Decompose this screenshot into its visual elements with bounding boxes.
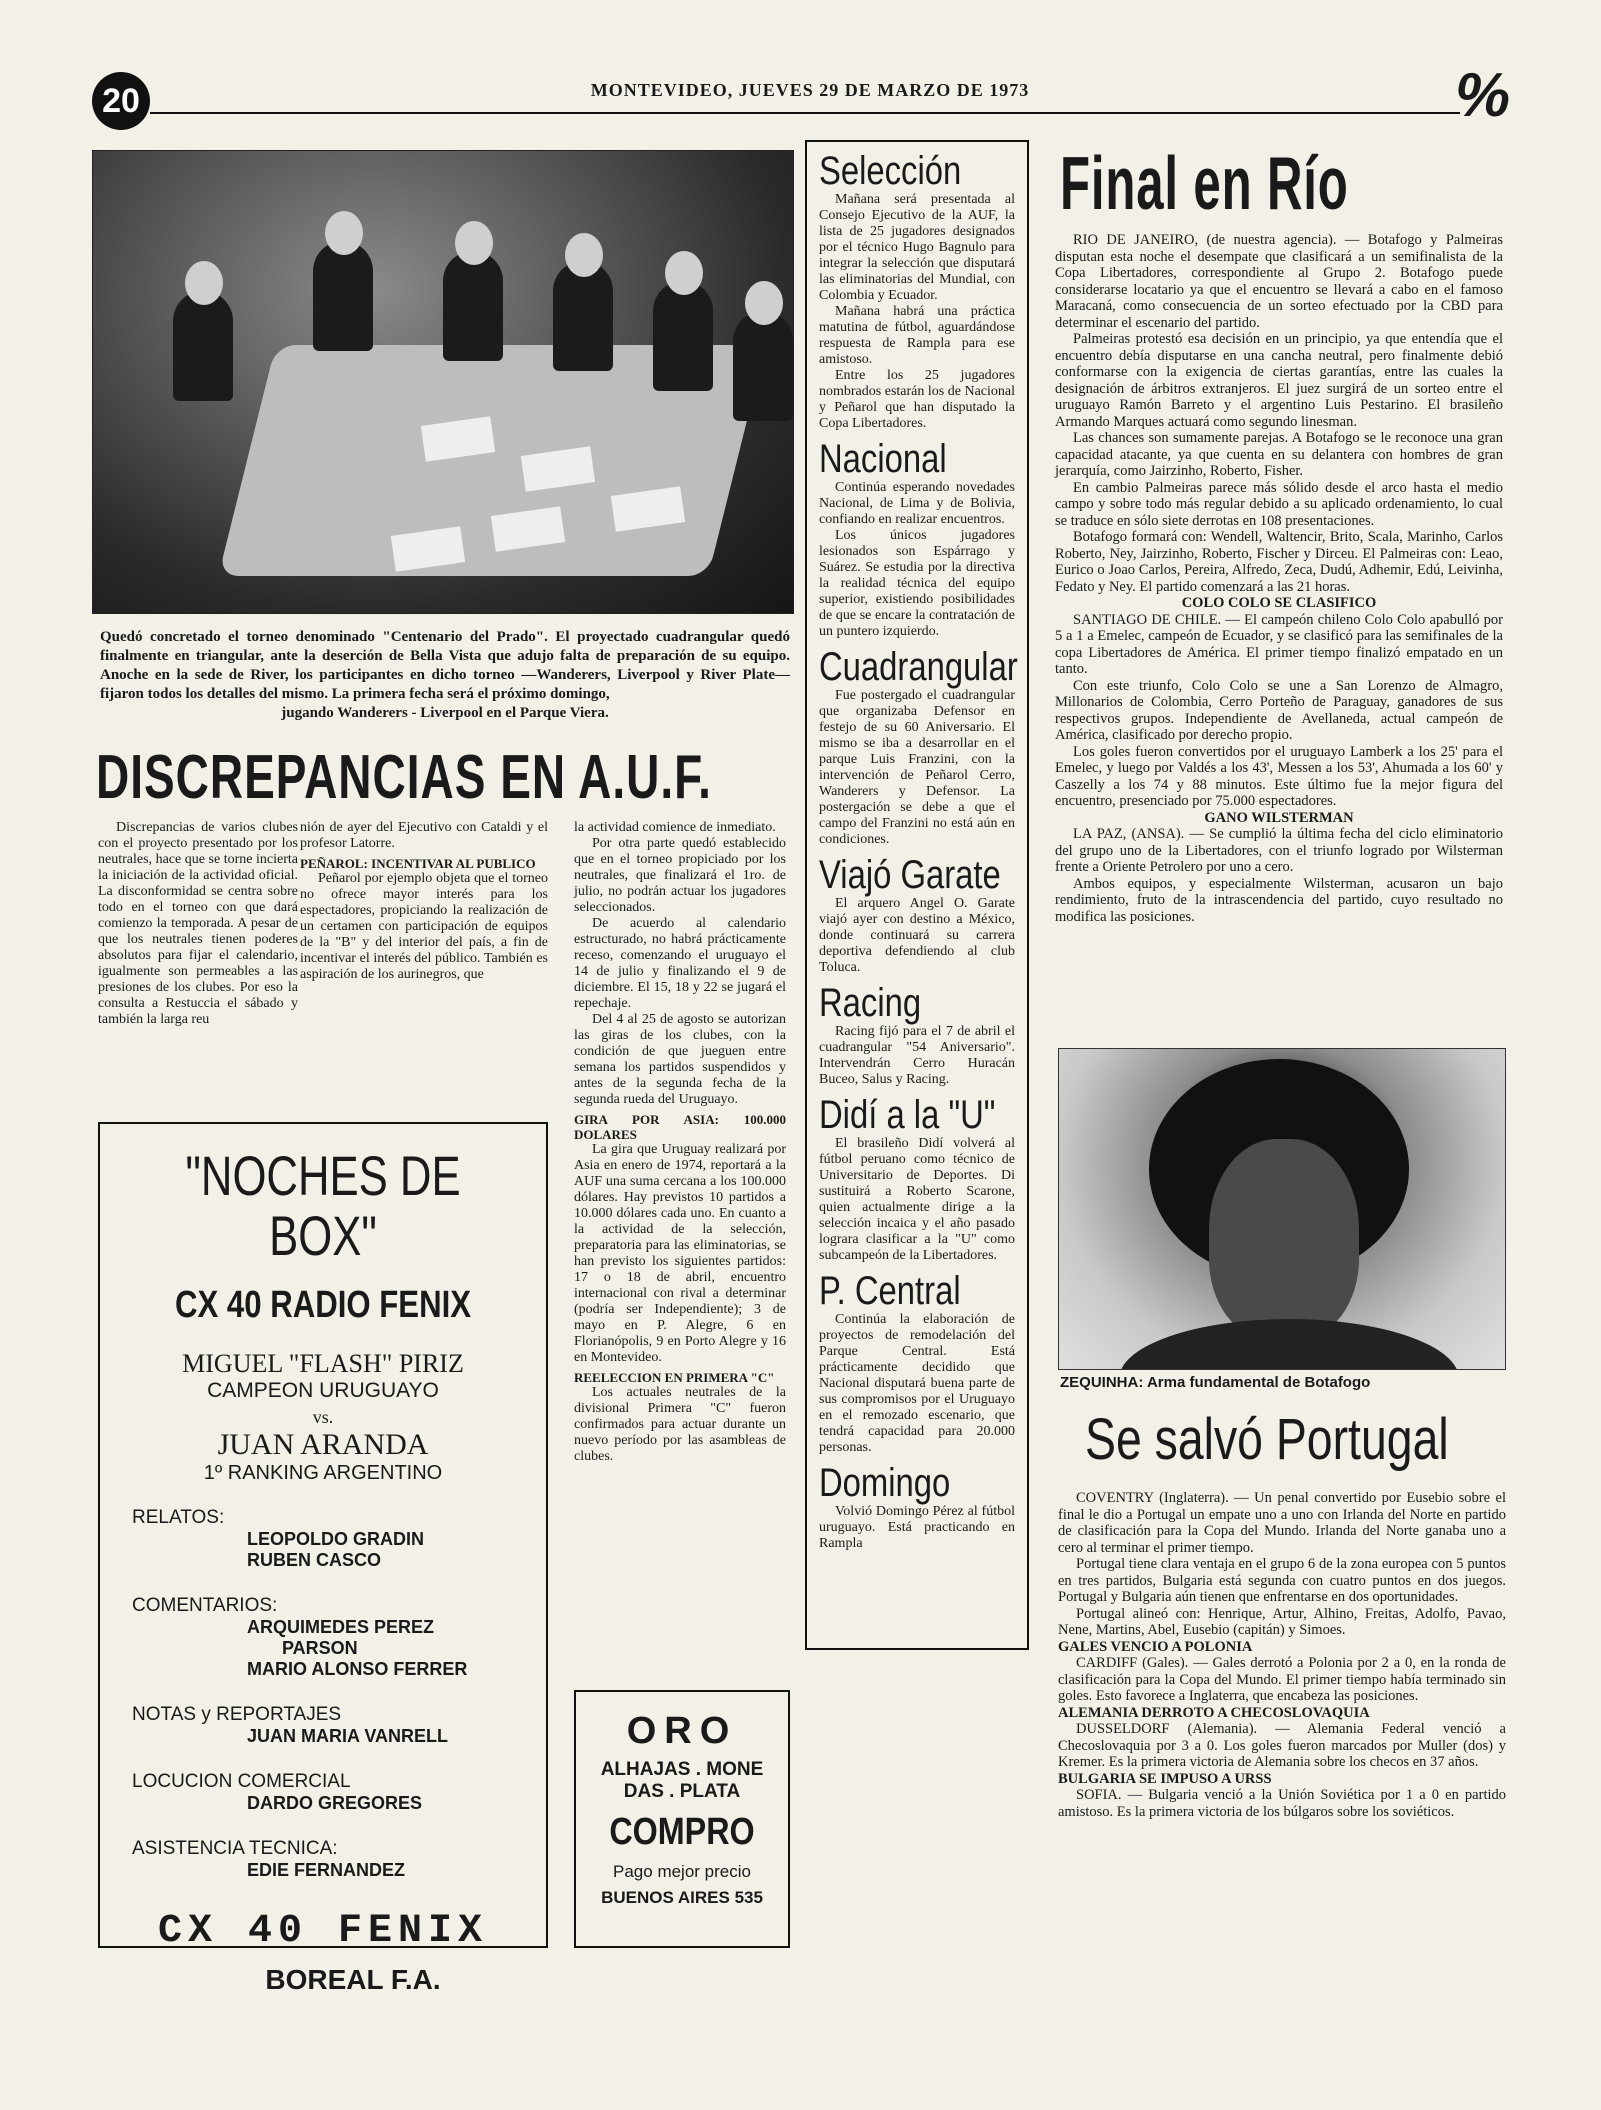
subhead-bulgaria: BULGARIA SE IMPUSO A URSS — [1058, 1770, 1272, 1787]
brief-title-didi: Didí a la "U" — [819, 1093, 996, 1137]
subhead-gales: GALES VENCIO A POLONIA — [1058, 1638, 1253, 1655]
briefs-column: Selección Mañana será presentada al Consejo Ejecutivo de la AUF, la lista de 25 jugadores designados por el técnico Hugo Bagnulo para integrar la selección que disputará las eliminatorias del Mundial, con Colombia y Ecuador. Mañana habrá una práctica matutina de fútbol, aguardándose respuesta de Rampla para ese amistoso. Entre los 25 jugadores nombrados estarán los de Nacional y Peñarol que han disputado la Copa Libertadores. Nacional Continúa esperando novedades Nacional, de Lima y de Bolivia, confiando en realizar encuentros. Los únicos jugadores lesionados son Espárrago y Suárez. Se estudia por la directiva la realidad técnica del equipo superior, existiendo posibilidades de que se encare la contratación de un puntero izquierdo. Cuadrangular Fue postergado el cuadrangular que organizaba Defensor en festejo de su 60 Aniversario. El mismo se iba a desarrollar en el parque Luis Franzini, con la intervención de Peñarol Cerro, Wanderers y Defensor. La postergación se debe a que el campo del Franzini no está aún en condiciones. Viajó Garate El arquero Angel O. Garate viajó ayer con destino a México, donde continuará su carrera deportiva defendiendo al club Toluca. Racing Racing fijó para el 7 de abril el cuadrangular "54 Aniversario". Intervendrán Cerro Huracán Buceo, Salus y Racing. Didí a la "U" El brasileño Didí volverá al fútbol peruano como técnico de Universitario de Deportes. Di sustituirá a Roberto Scarone, quien actualmente dirige a la selección incaica y el año pasado lograra clasificar a la "U" como subcampeón de la Libertadores. P. Central Continúa la elaboración de proyectos de remodelación del Parque Central. Está prácticamente decidido que Nacional disputará buena parte de sus compromisos por el Uruguayo en el remozado escenario, que tendrá capacidad para 20.000 personas. Domingo Volvió Domingo Pérez al fútbol uruguayo. Está practicando en Rampla — [805, 140, 1029, 1650]
final-rio-article: RIO DE JANEIRO, (de nuestra agencia). — Botafogo y Palmeiras disputan esta noche el desempate que clasificará a un semifinalista de la Copa Libertadores, correspondiente al Grupo 2. Botafogo puede considerarse locatario ya que el encuentro se llevará a cabo en el famoso Maracaná, como consecuencia de un sorteo efectuado por la CBD para determinar el escenario del partido. Palmeiras protestó esa decisión en un principio, ya que entendía que el encuentro debía disputarse en una cancha neutral, pero finalmente debió conformarse con la exigencia de ciertas garantías, entre las cuales la designación de árbitros extranjeros. El juez surgirá de un sorteo entre el uruguayo Ramón Barreto y el argentino Luis Pestarino. El brasileño Armando Marques actuará como segundo linesman. Las chances son sumamente parejas. A Botafogo se le reconoce una gran capacidad atacante, ya que cuenta en su delantera con hombres de gran jerarquía, como Jairzinho, Roberto, Fisher. En cambio Palmeiras parece más sólido desde el arco hasta el medio campo y sobre todo más regular debido a su aplicado ordenamiento, lo cual se traduce en sólo siete derrotas en 108 presentaciones. Botafogo formará con: Wendell, Waltencir, Brito, Scala, Marinho, Carlos Roberto, Ney, Jairzinho, Roberto, Fischer y Dirceu. El Palmeiras con: Leao, Eurico o Joao Carlos, Pereira, Alfredo, Zeca, Dudú, Adhemir, Edú, Leivinha, Fedato y Ney. El partido comenzará a las 21 horas. COLO COLO SE CLASIFICO SANTIAGO DE CHILE. — El campeón chileno Colo Colo apabulló por 5 a 1 a Emelec, campeón de Ecuador, y se clasificó para las semifinales de la copa Libertadores de América. El primer tiempo finalizó empatado en un tanto. Con este triunfo, Colo Colo se une a San Lorenzo de Almagro, Millonarios de Colombia, Cerro Porteño de Paraguay, ganadores de sus respectivos grupos. Independiente de Avellaneda, actual campeón de América, clasificado por derecho propio. Los goles fueron convertidos por el uruguayo Lamberk a los 25' para el Emelec, y luego por Valdés a los 43', Messen a los 53', Ahumada a los 60' y Caszelly a los 74 y 88 minutos. Este último fue la mejor figura del encuentro, presenciado por 75.000 espectadores. GANO WILSTERMAN LA PAZ, (ANSA). — Se cumplió la última fecha del ciclo eliminatorio del grupo uno de la Libertadores, con el triunfo logrado por Wilsterman frente a Oriente Petrolero por uno a cero. Ambos equipos, y especialmente Wilsterman, acusaron un bajo rendimiento, fruto de la intrascendencia del partido, cuyo resultado no modifica las posiciones. — [1055, 232, 1503, 925]
subhead-wilsterman: GANO WILSTERMAN — [1204, 809, 1354, 826]
meeting-photo — [92, 150, 794, 614]
date-line: MONTEVIDEO, JUEVES 29 DE MARZO DE 1973 — [590, 80, 1030, 100]
box-radio-ad: "NOCHES DE BOX" CX 40 RADIO FENIX MIGUEL "FLASH" PIRIZ CAMPEON URUGUAYO vs. JUAN ARANDA 1º RANKING ARGENTINO RELATOS: LEOPOLDO GRADIN RUBEN CASCO COMENTARIOS: ARQUIMEDES PEREZ PARSON MARIO ALONSO FERRER NOTAS y REPORTAJES JUAN MARIA VANRELL LOCUCION COMERCIAL DARDO GREGORES ASISTENCIA TECNICA: EDIE FERNANDEZ CX 40 FENIX BOREAL F.A. — [98, 1122, 548, 1948]
oro-compro: COMPRO — [609, 1811, 755, 1853]
vs-label: vs. — [312, 1407, 334, 1427]
ad-sponsor: BOREAL F.A. — [265, 1964, 441, 1995]
page-number: 20 — [92, 72, 150, 130]
header-rule — [150, 112, 1460, 114]
discrepancias-headline: DISCREPANCIAS EN A.U.F. — [96, 741, 712, 812]
comentarios-label: COMENTARIOS: — [132, 1595, 278, 1616]
brief-title-cuadrangular: Cuadrangular — [819, 645, 1018, 689]
newspaper-logo: % — [1455, 61, 1511, 130]
ad-station: CX 40 RADIO FENIX — [174, 1284, 472, 1326]
photo-caption — [100, 628, 790, 723]
discrepancias-col-3: la actividad comience de inmediato. Por otra parte quedó establecido que en el torneo propiciado por los neutrales, que finalizará el 1ro. de julio, no podrán actuar los jugadores seleccionados. De acuerdo al calendario estructurado, no habrá prácticamente receso, comenzando el uruguayo el 14 de julio y finalizando el 9 de diciembre. El 15, 18 y 22 se jugará el repechaje. Del 4 al 25 de agosto se autorizan las giras de los clubes, con la condición de que jueguen entre semana los partidos suspendidos y antes de la segunda fecha de la segunda rueda del Uruguayo. GIRA POR ASIA: 100.000 DOLARES La gira que Uruguay realizará por Asia en enero de 1974, reportará a la AUF una suma cercana a los 100.000 dólares. Hay previstos 10 partidos a 10.000 dólares cada uno. En cuanto a la actividad de la selección, preparatoria para las eliminatorias, se han previsto los siguientes partidos: 17 o 18 de abril, encuentro internacional con rival a determinar (podría ser Independiente); 3 de mayo en P. Alegre, 6 en Florianópolis, 9 en Porto Alegre y 16 en Montevideo. REELECCION EN PRIMERA "C" Los actuales neutrales de la divisional Primera "C" fueron confirmados para actuar durante un nuevo período por las asambleas de clubes. — [574, 820, 786, 1464]
subhead-reeleccion: REELECCION EN PRIMERA "C" — [574, 1370, 775, 1385]
brief-title-racing: Racing — [819, 981, 922, 1025]
relatos-label: RELATOS: — [132, 1507, 225, 1528]
fighter-2-title: 1º RANKING ARGENTINO — [203, 1462, 443, 1484]
fighter-1: MIGUEL "FLASH" PIRIZ — [182, 1349, 464, 1378]
notas-label: NOTAS y REPORTAJES — [132, 1704, 342, 1725]
caption-last-line: jugando Wanderers - Liverpool en el Parque Viera. — [281, 705, 609, 721]
asistencia-label: ASISTENCIA TECNICA: — [132, 1838, 338, 1859]
locucion-label: LOCUCION COMERCIAL — [132, 1771, 351, 1792]
portugal-article: COVENTRY (Inglaterra). — Un penal convertido por Eusebio sobre el final le dio a Portugal un empate uno a uno con Irlanda del Norte en partido de clasificación para la Copa del Mundo. Irlanda del Norte ganaba uno a cero al terminar el primer tiempo. Portugal tiene clara ventaja en el grupo 6 de la zona europea con 5 puntos en tres partidos, Bulgaria está segunda con cuatro puntos en dos juegos. Portugal y Bulgaria aún tienen que enfrentarse en dos oportunidades. Portugal alineó con: Henrique, Artur, Alhino, Freitas, Adolfo, Pavao, Nene, Martins, Abel, Eusebio (capitán) y Simoes. GALES VENCIO A POLONIA CARDIFF (Gales). — Gales derrotó a Polonia por 2 a 0, en la ronda de clasificación para la Copa del Mundo. El primer tiempo había terminado sin goles. Esto favorece a Inglaterra, que encabeza las posiciones. ALEMANIA DERROTO A CHECOSLOVAQUIA DUSSELDORF (Alemania). — Alemania Federal venció a Checoslovaquia por 3 a 0. Los goles fueron marcados por Muller (dos) y Kremer. Es la primera victoria de Alemania sobre los checos en 37 años. BULGARIA SE IMPUSO A URSS SOFIA. — Bulgaria venció a la Unión Soviética por 1 a 0 en partido amistoso. Es la primera victoria de los búlgaros sobre los soviéticos. — [1058, 1490, 1506, 1820]
ad-footer-station: CX 40 FENIX — [157, 1909, 489, 1954]
oro-title: ORO — [626, 1710, 738, 1752]
fighter-2: JUAN ARANDA — [217, 1428, 429, 1461]
subhead-alemania: ALEMANIA DERROTO A CHECOSLOVAQUIA — [1058, 1704, 1370, 1721]
brief-title-domingo: Domingo — [819, 1461, 951, 1505]
portrait-caption: ZEQUINHA: Arma fundamental de Botafogo — [1060, 1374, 1371, 1391]
discrepancias-col-2: nión de ayer del Ejecutivo con Cataldi y el profesor Latorre. PEÑAROL: INCENTIVAR AL PUBLICO Peñarol por ejemplo objeta que el torneo no ofrece mayor interés para los espectadores, propiciando la realización de un certamen con participación de equipos de la "B" y del interior del país, a fin de incentivar el interés del público. También es aspiración de los aurinegros, que — [300, 820, 548, 982]
ad-title: "NOCHES DE BOX" — [185, 1144, 461, 1267]
subhead-penarol: PEÑAROL: INCENTIVAR AL PUBLICO — [300, 856, 536, 871]
oro-address: BUENOS AIRES 535 — [601, 1888, 763, 1907]
subhead-colo-colo: COLO COLO SE CLASIFICO — [1181, 595, 1377, 611]
fighter-1-title: CAMPEON URUGUAYO — [207, 1379, 439, 1402]
brief-title-nacional: Nacional — [819, 437, 947, 481]
zequinha-photo — [1058, 1048, 1506, 1370]
brief-title-seleccion: Selección — [819, 149, 962, 193]
final-rio-headline: Final en Río — [1060, 141, 1349, 225]
brief-title-viajo-garate: Viajó Garate — [819, 853, 1001, 897]
brief-title-p-central: P. Central — [819, 1269, 961, 1313]
oro-ad: ORO ALHAJAS . MONE DAS . PLATA COMPRO Pago mejor precio BUENOS AIRES 535 — [574, 1690, 790, 1948]
discrepancias-col-1: Discrepancias de varios clubes con el proyecto presentado por los neutrales, hace que se torne incierta la iniciación de la actividad oficial. La disconformidad se centra sobre todo en el torneo con que dará comienzo la temporada. A pesar de que los neutrales tienen poderes absolutos para fijar el calendario, igualmente son permeables a las presiones de los clubes. Por eso la consulta a Restuccia el sábado y también la larga reu — [98, 820, 298, 1027]
portugal-headline: Se salvó Portugal — [1085, 1407, 1449, 1472]
subhead-gira-asia: GIRA POR ASIA: 100.000 DOLARES — [574, 1112, 786, 1142]
caption-text: Quedó concretado el torneo denominado "Centenario del Prado". El proyectado cuadrangular quedó finalmente en triangular, ante la deserción de Bella Vista que adujo falta de preparación de su equipo. Anoche en la sede de River, los participantes en dicho torneo —Wanderers, Liverpool y River Plate— fijaron todos los detalles del mismo. La primera fecha será el próximo domingo, — [100, 629, 790, 702]
